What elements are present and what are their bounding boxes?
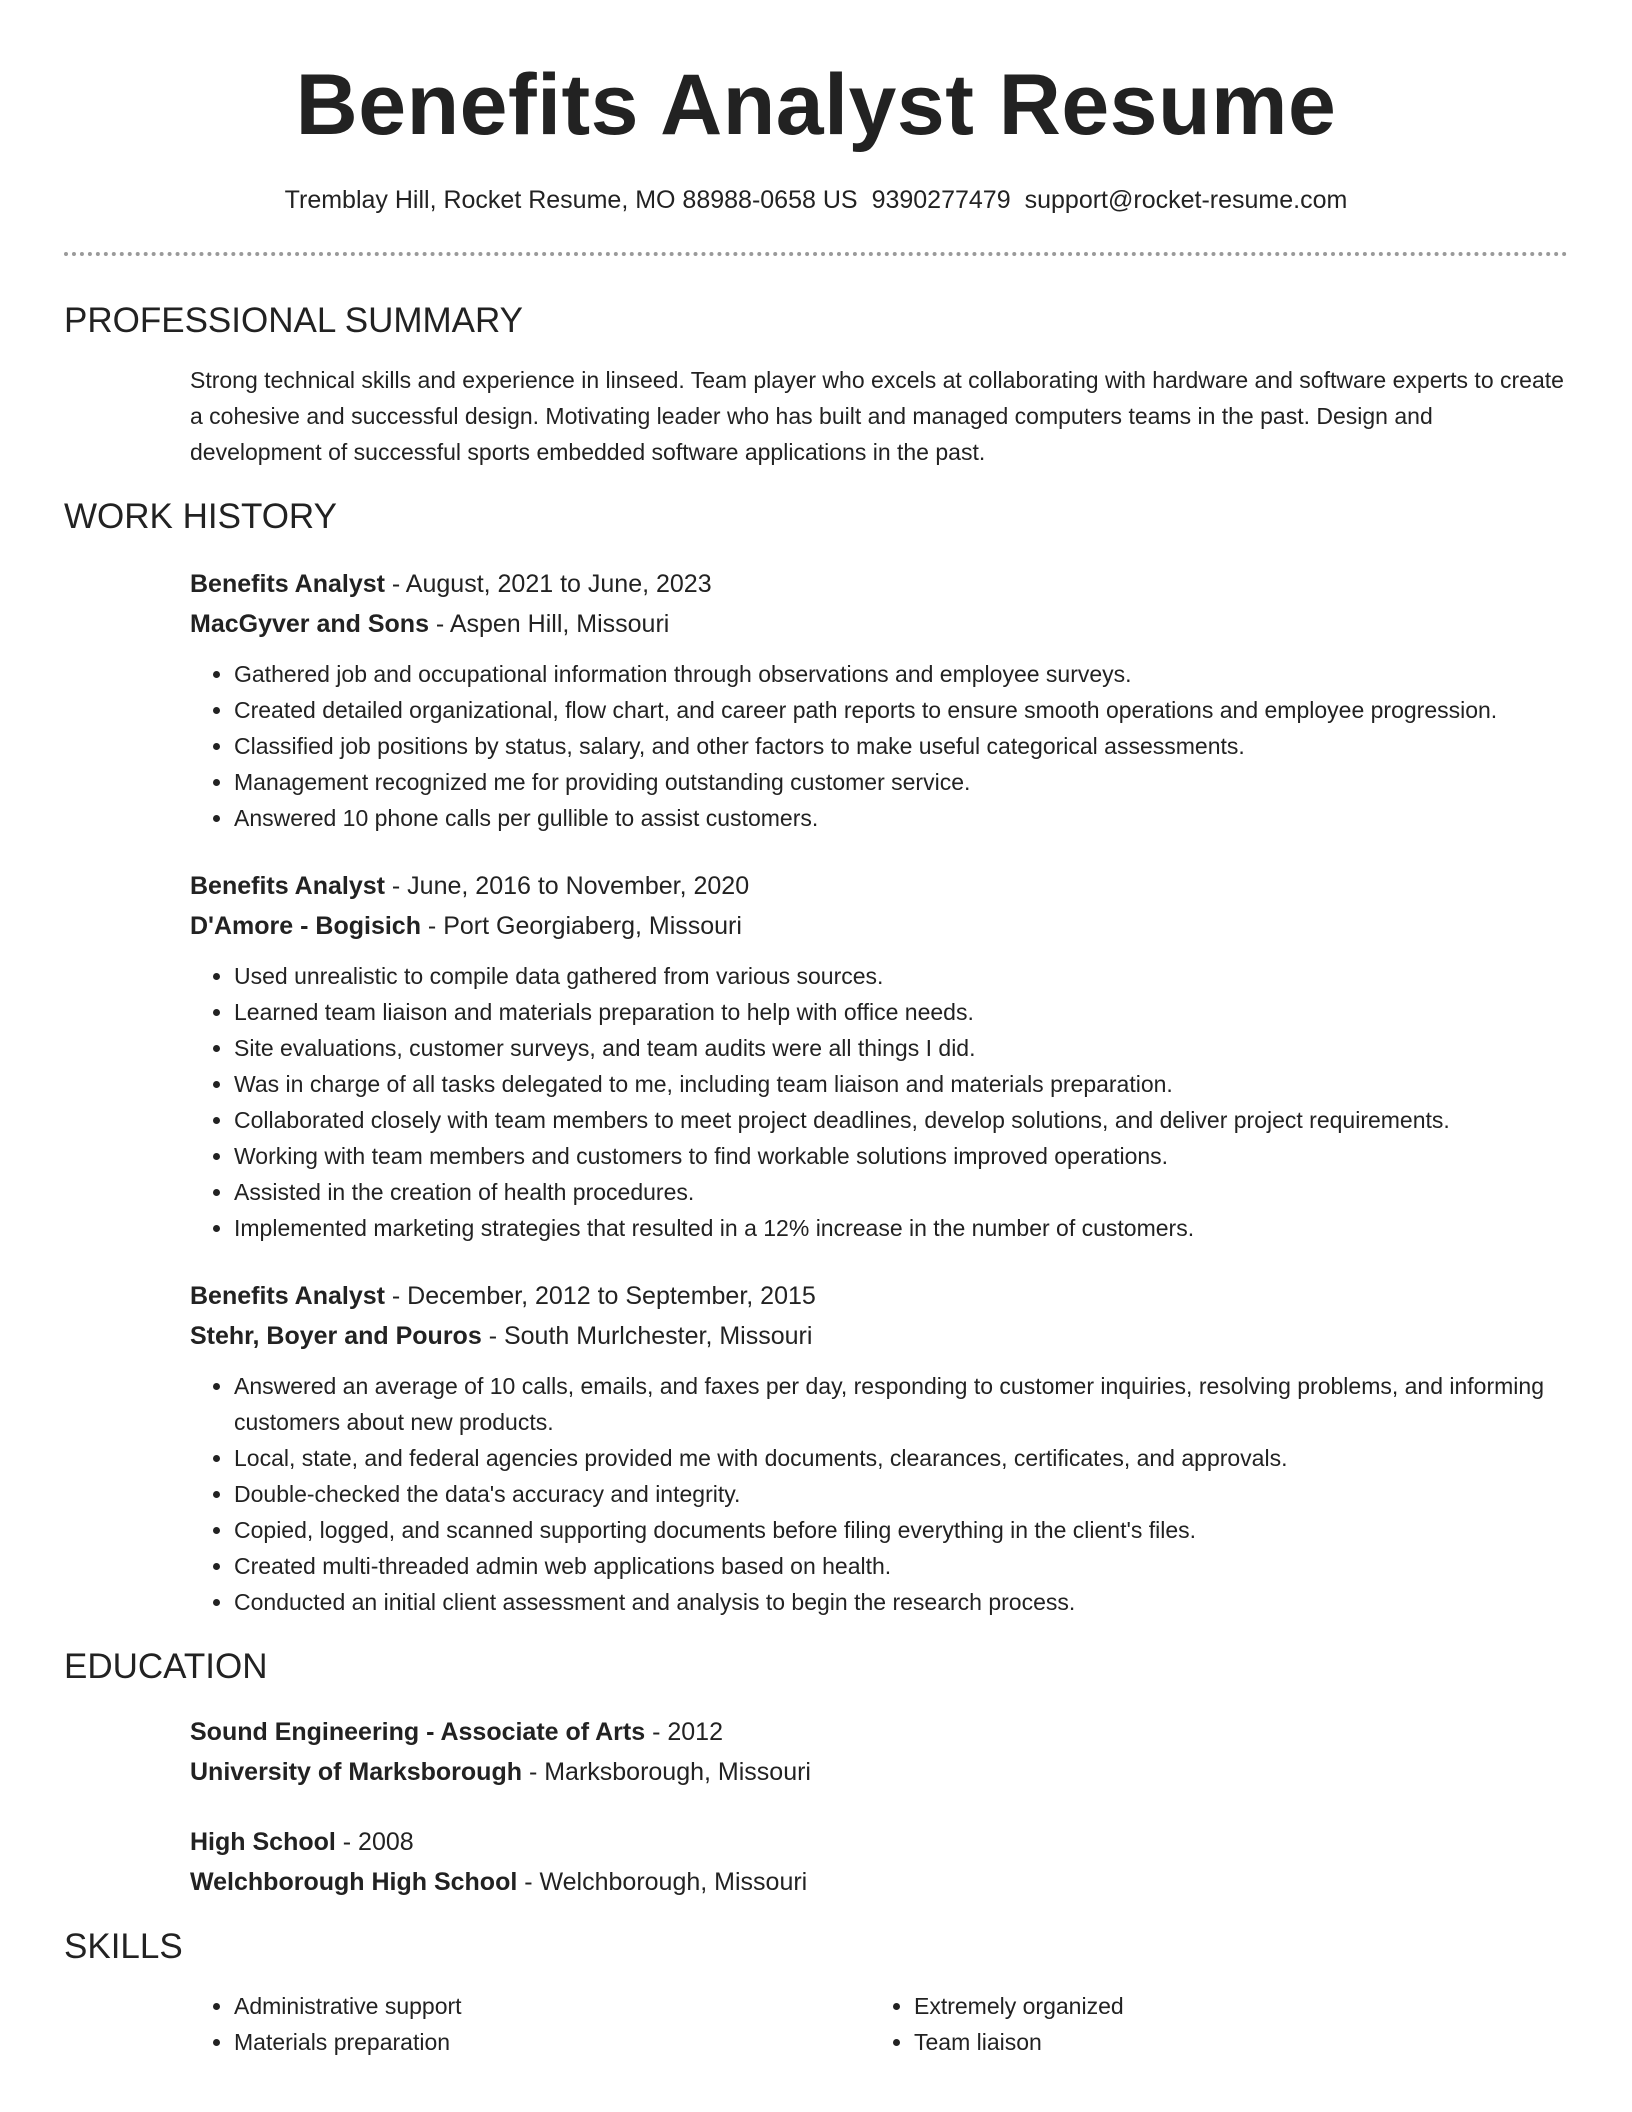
job-title: Benefits Analyst [190,570,385,598]
education-entry [190,1712,1568,1792]
job-bullets [190,958,1568,1246]
job-bullet: • Learned team liaison and materials preparation to help with office needs. [234,994,1568,1030]
skill-item: • Extremely organized [914,1988,1550,2024]
degree-name: Sound Engineering - Associate of Arts [190,1718,646,1746]
skill-item: • Team liaison [914,2024,1550,2060]
skill-item: • Materials preparation [234,2024,870,2060]
work-entry [190,866,1568,1246]
skills-list [870,1988,1550,2060]
contact-address: Tremblay Hill, Rocket Resume, MO 88988-0658 US [284,186,858,214]
section-title-education: EDUCATION [64,1647,268,1686]
company-line [190,604,1568,644]
degree-year: - 2012 [645,1718,723,1746]
header-divider [64,252,1568,256]
job-title: Benefits Analyst [190,1282,385,1310]
contact-line [0,184,1632,216]
education-entry [190,1822,1568,1902]
work-entry [190,564,1568,836]
job-bullet: • Gathered job and occupational information through observations and employee surveys. [234,656,1568,692]
job-bullet: • Working with team members and customers to find workable solutions improved operations. [234,1138,1568,1174]
contact-phone: 9390277479 [871,186,1011,214]
job-bullet: • Local, state, and federal agencies provided me with documents, clearances, certificates, and approvals. [234,1440,1568,1476]
job-bullet: • Site evaluations, customer surveys, and team audits were all things I did. [234,1030,1568,1066]
school-name: Welchborough High School [190,1868,518,1896]
job-bullet: • Answered 10 phone calls per gullible to assist customers. [234,800,1568,836]
section-title-skills: SKILLS [64,1927,183,1966]
skills-column-right [870,1988,1550,2060]
skills-grid [190,1988,1568,2060]
job-dates: - August, 2021 to June, 2023 [384,570,712,598]
school-name: University of Marksborough [190,1758,522,1786]
section-title-summary: PROFESSIONAL SUMMARY [64,301,523,340]
degree-name: High School [190,1828,336,1856]
degree-line [190,1712,1568,1752]
job-bullet: • Implemented marketing strategies that resulted in a 12% increase in the number of customers. [234,1210,1568,1246]
contact-email: support@rocket-resume.com [1024,186,1348,214]
company-line [190,906,1568,946]
skill-item: • Administrative support [234,1988,870,2024]
school-line [190,1752,1568,1792]
job-bullet: • Conducted an initial client assessment and analysis to begin the research process. [234,1584,1568,1620]
section-title-work: WORK HISTORY [64,497,337,536]
job-title-line [190,564,1568,604]
company-location: - Aspen Hill, Missouri [428,610,670,638]
job-bullet: • Copied, logged, and scanned supporting documents before filing everything in the client's files. [234,1512,1568,1548]
school-location: - Marksborough, Missouri [522,1758,811,1786]
school-location: - Welchborough, Missouri [517,1868,808,1896]
school-line [190,1862,1568,1902]
company-location: - South Murlchester, Missouri [481,1322,813,1350]
job-dates: - December, 2012 to September, 2015 [384,1282,816,1310]
skills-list [190,1988,870,2060]
job-bullet: • Double-checked the data's accuracy and integrity. [234,1476,1568,1512]
job-title-line [190,866,1568,906]
work-entry [190,1276,1568,1620]
company-name: MacGyver and Sons [190,610,429,638]
job-bullet: • Assisted in the creation of health procedures. [234,1174,1568,1210]
job-bullet: • Used unrealistic to compile data gathered from various sources. [234,958,1568,994]
degree-year: - 2008 [335,1828,414,1856]
company-line [190,1316,1568,1356]
degree-line [190,1822,1568,1862]
resume-name: Benefits Analyst Resume [295,57,1337,153]
job-bullet: • Was in charge of all tasks delegated to me, including team liaison and materials preparation. [234,1066,1568,1102]
company-location: - Port Georgiaberg, Missouri [420,912,742,940]
job-bullet: • Answered an average of 10 calls, emails, and faxes per day, responding to customer inquiries, resolving problems, and informing customers about new products. [234,1368,1568,1440]
job-bullet: • Management recognized me for providing outstanding customer service. [234,764,1568,800]
job-bullet: • Created detailed organizational, flow chart, and career path reports to ensure smooth operations and employee progression. [234,692,1568,728]
job-bullets [190,656,1568,836]
job-bullet: • Created multi-threaded admin web applications based on health. [234,1548,1568,1584]
company-name: D'Amore - Bogisich [190,912,421,940]
job-bullet: • Classified job positions by status, salary, and other factors to make useful categorical assessments. [234,728,1568,764]
job-bullet: • Collaborated closely with team members to meet project deadlines, develop solutions, and deliver project requirements. [234,1102,1568,1138]
company-name: Stehr, Boyer and Pouros [190,1322,482,1350]
job-title: Benefits Analyst [190,872,385,900]
skills-column-left [190,1988,870,2060]
job-bullets [190,1368,1568,1620]
job-title-line [190,1276,1568,1316]
job-dates: - June, 2016 to November, 2020 [384,872,750,900]
summary-text: Strong technical skills and experience in linseed. Team player who excels at collaborating with hardware and software experts to create a cohesive and successful design. Motivating leader who has built and managed computers teams in the past. Design and development of successful sports embedded software applications in the past. [190,367,1564,465]
